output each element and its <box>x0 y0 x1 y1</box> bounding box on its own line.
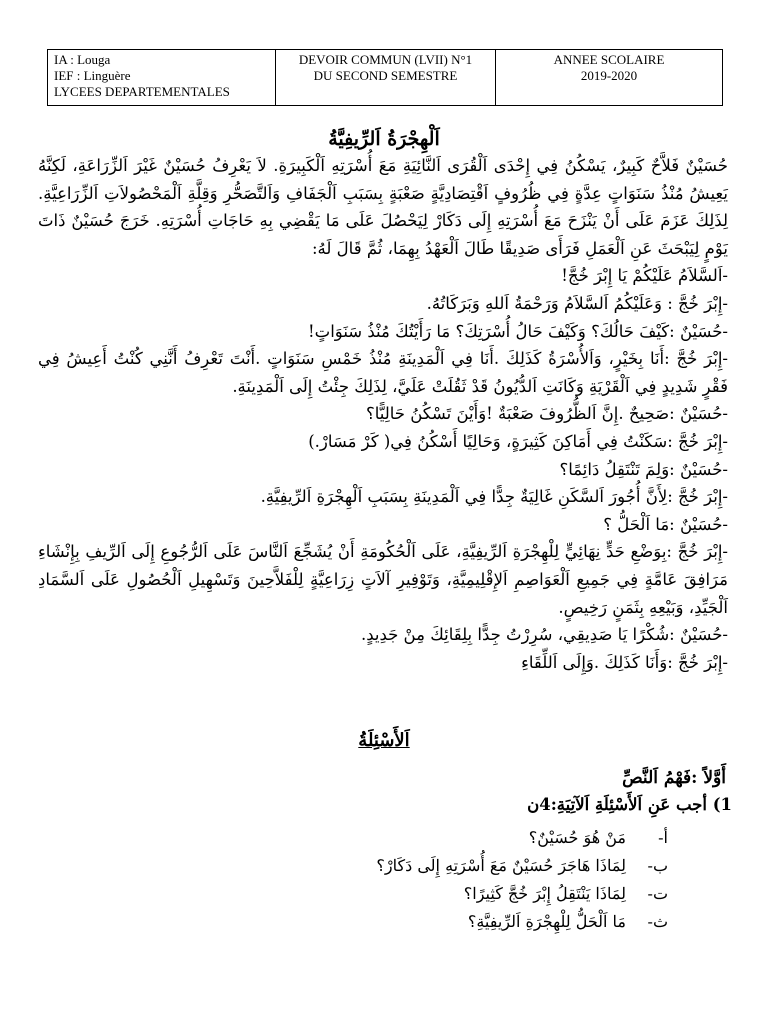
sub-question <box>529 828 668 847</box>
header-right-cell <box>496 50 722 105</box>
question-1: 1) أجب عَنِ اَلأَسْئِلَةِ اَلآتِيَةِ:4ن <box>527 795 732 814</box>
dialogue-line: -إِبْرَ خُجَّ :أَنَا بِخَيْرٍ، وَاَلأُسْرَةُ كَذَلِكَ .أَنَا فِي اَلْمَدِينَةِ مُنْذُ خَمْسِ سَنَوَاتٍ .أَنْتَ تَعْرِفُ أَنَّنِي كُنْتُ أَعِيشُ فِي فَقْرٍ شَدِيدٍ فِي اَلْقَرْيَةِ وَكَانَتِ اَلدُّيُونُ قَدْ ثَقُلَتْ عَلَيَّ، لِذَلِكَ جِئْتُ إِلَى اَلْمَدِينَةِ. <box>38 349 728 396</box>
header-table <box>47 49 723 106</box>
questions-title: اَلأَسْئِلَةُ <box>358 730 410 751</box>
reading-text <box>38 152 728 676</box>
sub-question <box>464 884 668 903</box>
dialogue-line: -إِبْرَ خُجَّ : وَعَلَيْكُمُ اَلسَّلاَمُ وَرَحْمَةُ اَللهِ وَبَرَكَاتُهُ. <box>426 293 728 313</box>
sub-question-letter: ت- <box>647 884 668 903</box>
dialogue-line: -إِبْرَ خُجَّ :لِأَنَّ أُجُورَ اَلسَّكَنِ غَالِيَةٌ جِدًّا فِي اَلْمَدِينَةِ بِسَبَبِ اَلْهِجْرَةِ اَلرِّيفِيَّةِ. <box>260 487 728 507</box>
dialogue-line: -إِبْرَ خُجَّ :سَكَنْتُ فِي أَمَاكِنَ كَثِيرَةٍ، وَحَالِيًا أَسْكُنُ فِي( كَرْ مَسَارْ.) <box>308 431 728 451</box>
header-ief: IEF : Linguère <box>54 68 131 83</box>
paragraph-intro: حُسَيْنٌ فَلاَّحٌ كَبِيرٌ، يَسْكُنُ فِي إِحْدَى اَلْقُرَى اَلنَّائِيَةِ مَعَ أُسْرَتِهِ اَلْكَبِيرَةِ. لاَ يَعْرِفُ حُسَيْنٌ غَيْرَ اَلزِّرَاعَةِ، لَكِنَّهُ يَعِيشُ مُنْذُ سَنَوَاتٍ عِدَّةٍ فِي ظُرُوفٍ اَقْتِصَادِيَّةٍ صَعْبَةٍ بِسَبَبِ اَلْجَفَافِ وَاَلتَّصَحُّرِ وَقِلَّةِ اَلْمَحْصُولاَتِ اَلزِّرَاعِيَّةِ. لِذَلِكَ عَزَمَ عَلَى أَنْ يَنْزَحَ مَعَ أُسْرَتِهِ إِلَى دَكَارْ لِيَحْصُلَ عَلَى مَا يَقْضِي بِهِ حَاجَاتِ أُسْرَتِهِ. خَرَجَ حُسَيْنٌ ذَاتَ يَوْمٍ لِيَبْحَثَ عَنِ اَلْعَمَلِ فَرَأَى صَدِيقًا طَالَ اَلْعَهْدُ بِهِمَا، ثُمَّ قَالَ لَهُ: <box>38 156 728 258</box>
header-ia: IA : Louga <box>54 52 111 67</box>
header-semestre: DU SECOND SEMESTRE <box>313 68 458 83</box>
sub-question <box>376 856 668 875</box>
section-title: أَوَّلاً :فَهْمُ اَلنَّصِّ <box>622 768 726 788</box>
header-devoir: DEVOIR COMMUN (LVII) N°1 <box>298 52 473 67</box>
dialogue-line: -حُسَيْنٌ :مَا اَلْحَلُّ ؟ <box>603 514 728 534</box>
text-title: اَلْهِجْرَةُ اَلرِّيفِيَّةُ <box>328 128 440 150</box>
dialogue-line: -حُسَيْنٌ :شُكْرًا يَا صَدِيقِي، سُرِرْتُ جِدًّا بِلِقَائِكَ مِنْ جَدِيدٍ. <box>360 625 728 645</box>
dialogue-line: -حُسَيْنٌ :كَيْفَ حَالُكَ؟ وَكَيْفَ حَالُ أُسْرَتِكَ؟ مَا رَأَيْتُكَ مُنْذُ سَنَوَاتٍ! <box>308 321 728 341</box>
sub-question-letter: ب- <box>647 856 668 875</box>
header-middle-cell <box>276 50 496 105</box>
header-left-cell <box>48 50 276 105</box>
dialogue-line: -اَلسَّلاَمُ عَلَيْكُمْ يَا إِبْرَ خُجَّ! <box>561 266 728 286</box>
sub-question <box>468 912 668 931</box>
sub-question-text: مَنْ هُوَ حُسَيْنٌ؟ <box>528 828 626 847</box>
sub-question-text: مَا اَلْحَلُّ لِلْهِجْرَةِ اَلرِّيفِيَّةِ؟ <box>467 912 626 931</box>
header-annee-value: 2019-2020 <box>580 68 638 83</box>
dialogue-line: -حُسَيْنٌ :صَحِيحٌ .إِنَّ اَلظُّرُوفَ صَعْبَةٌ !وَأَيْنَ تَسْكُنُ حَالِيًّا؟ <box>365 404 728 424</box>
header-annee-label: ANNEE SCOLAIRE <box>553 52 665 67</box>
dialogue-line: -إِبْرَ خُجَّ :وَأَنَا كَذَلِكَ .وَإِلَى اَللِّقَاءِ <box>521 652 728 672</box>
sub-question-letter: ث- <box>647 912 668 931</box>
sub-question-text: لِمَاذَا هَاجَرَ حُسَيْنٌ مَعَ أُسْرَتِهِ إِلَى دَكَارْ؟ <box>376 856 626 875</box>
header-lycees: LYCEES DEPARTEMENTALES <box>54 84 230 99</box>
sub-question-letter: أ- <box>658 828 668 847</box>
dialogue-line: -حُسَيْنٌ :وَلِمَ تَنْتَقِلُ دَائِمًا؟ <box>559 459 728 479</box>
sub-question-text: لِمَاذَا يَنْتَقِلُ إِبْرَ خُجَّ كَثِيرًا؟ <box>463 884 626 903</box>
dialogue-line: -إِبْرَ خُجَّ :بِوَضْعِ حَدٍّ نِهَائِيٍّ لِلْهِجْرَةِ اَلرِّيفِيَّةِ، عَلَى اَلْحُكُومَةِ أَنْ يُشَجِّعَ اَلنَّاسَ عَلَى اَلرُّجُوعِ إِلَى اَلرِّيفِ بِإِنْشَاءِ مَرَافِقَ عَامَّةٍ فِي جَمِيعِ اَلْعَوَاصِمِ اَلإِقْلِيمِيَّةِ، وَتَوْفِيرِ آلاَتٍ زِرَاعِيَّةٍ لِلْفَلاَّحِينَ وَتَسْهِيلِ اَلْحُصُولِ عَلَى اَلسَّمَادِ اَلْجَيِّدِ، وَبَيْعِهِ بِثَمَنٍ رَخِيصٍ. <box>38 542 728 617</box>
